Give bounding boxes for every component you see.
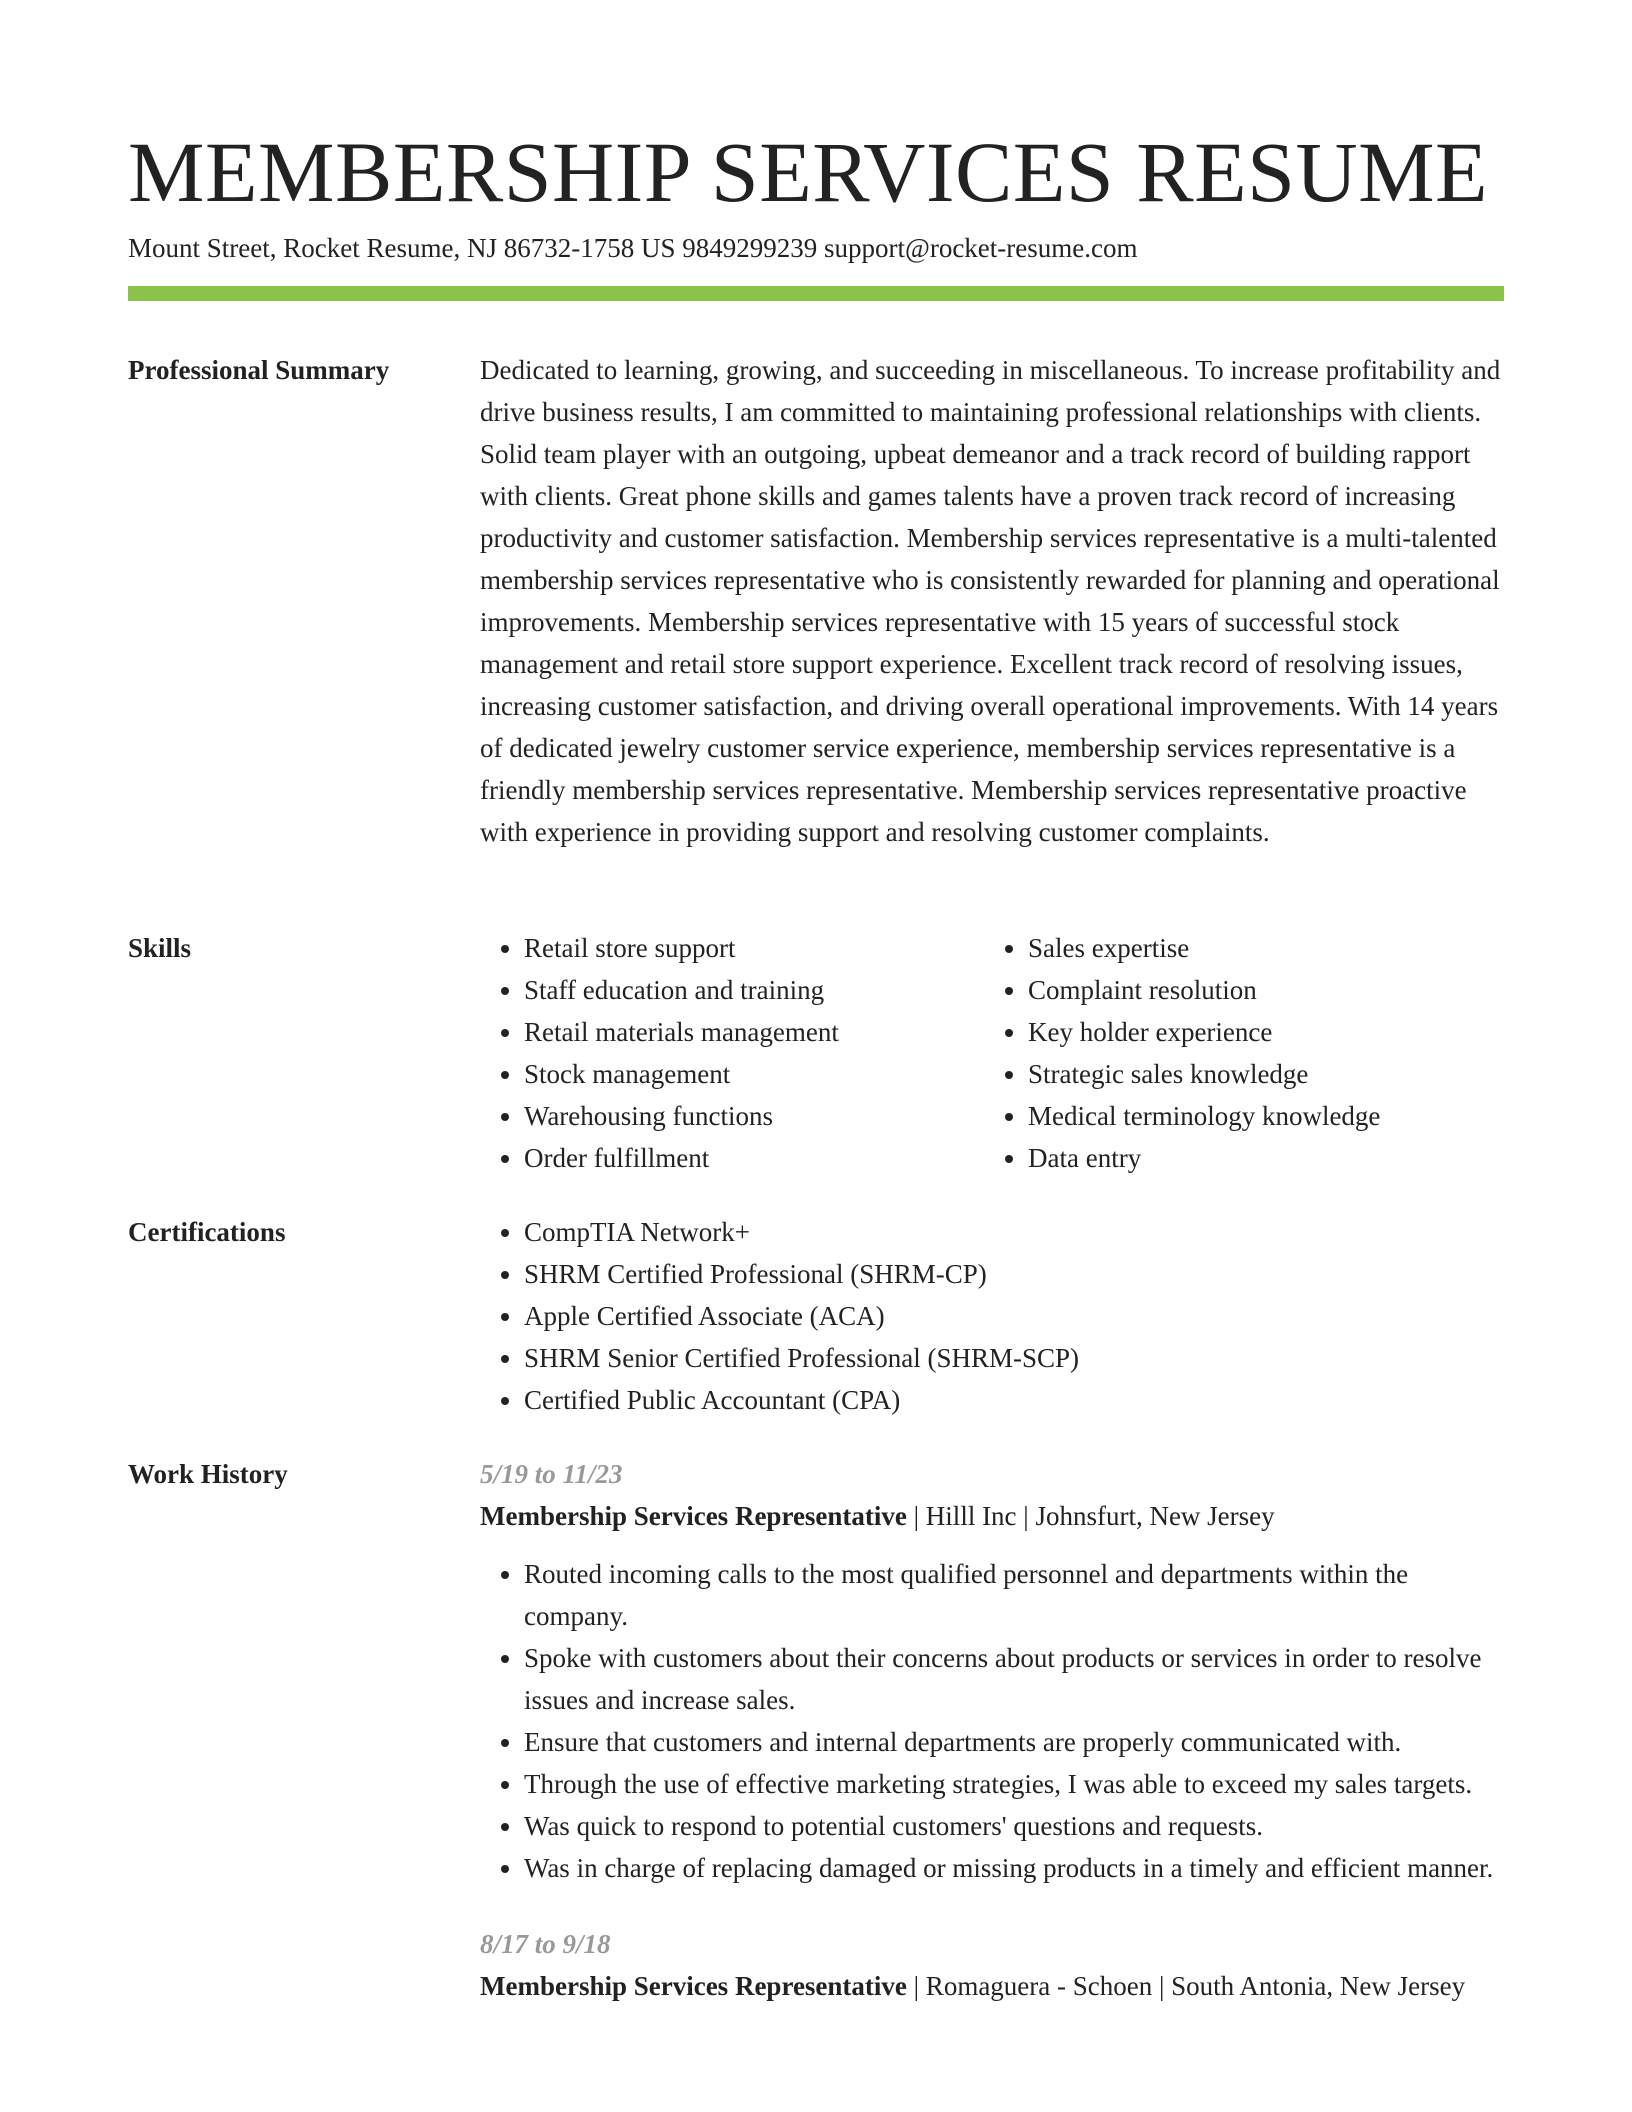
job-details: | Romaguera - Schoen | South Antonia, New Jersey	[906, 1971, 1466, 2001]
skill-item: • Sales expertise	[1028, 927, 1488, 969]
job-duty: • Ensure that customers and internal departments are properly communicated with.	[524, 1721, 1504, 1763]
certifications-body	[480, 1211, 1504, 1421]
job-duty: • Was quick to respond to potential customers' questions and requests.	[524, 1805, 1504, 1847]
job-title: Membership Services Representative	[480, 1501, 907, 1531]
certifications-list	[480, 1211, 1504, 1421]
job-title: Membership Services Representative	[480, 1971, 907, 2001]
resume-title: MEMBERSHIP SERVICES RESUME	[128, 124, 1489, 220]
skills-body	[480, 927, 1504, 1179]
skills-column-left	[480, 927, 984, 1179]
work-history-body	[480, 1453, 1504, 2023]
job-duty: • Routed incoming calls to the most qualified personnel and departments within the company.	[524, 1553, 1504, 1637]
job-duty: • Spoke with customers about their concerns about products or services in order to resolve issues and increase sales.	[524, 1637, 1504, 1721]
work-history-heading: Work History	[128, 1459, 288, 1489]
summary-heading: Professional Summary	[128, 355, 390, 385]
skill-item: • Warehousing functions	[524, 1095, 984, 1137]
skills-list-right	[984, 927, 1488, 1179]
job-dates: 8/17 to 9/18	[480, 1929, 611, 1959]
skill-item: • Medical terminology knowledge	[1028, 1095, 1488, 1137]
certification-item: • Apple Certified Associate (ACA)	[524, 1295, 1504, 1337]
job-entry	[480, 1453, 1504, 1889]
skill-item: • Retail materials management	[524, 1011, 984, 1053]
summary-text: Dedicated to learning, growing, and succeeding in miscellaneous. To increase profitability and drive business results, I am committed to maintaining professional relationships with clients. Solid team player with an outgoing, upbeat demeanor and a track record of building rapport with clients. Great phone skills and games talents have a proven track record of increasing productivity and customer satisfaction. Membership services representative is a multi-talented membership services representative who is consistently rewarded for planning and operational improvements. Membership services representative with 15 years of successful stock management and retail store support experience. Excellent track record of resolving issues, increasing customer satisfaction, and driving overall operational improvements. With 14 years of dedicated jewelry customer service experience, membership services representative is a friendly membership services representative. Membership services representative proactive with experience in providing support and resolving customer complaints.	[480, 355, 1501, 847]
skill-item: • Retail store support	[524, 927, 984, 969]
certification-item: • Certified Public Accountant (CPA)	[524, 1379, 1504, 1421]
certification-item: • SHRM Senior Certified Professional (SHRM-SCP)	[524, 1337, 1504, 1379]
job-heading	[480, 1965, 1504, 2007]
skill-item: • Staff education and training	[524, 969, 984, 1011]
certification-item: • CompTIA Network+	[524, 1211, 1504, 1253]
skill-item: • Order fulfillment	[524, 1137, 984, 1179]
contact-line: Mount Street, Rocket Resume, NJ 86732-1758 US 9849299239 support@rocket-resume.com	[128, 233, 1138, 263]
job-heading	[480, 1495, 1504, 1537]
job-duty: • Through the use of effective marketing strategies, I was able to exceed my sales targets.	[524, 1763, 1504, 1805]
skills-list-left	[480, 927, 984, 1179]
summary-body	[480, 349, 1504, 853]
job-entry	[480, 1923, 1504, 2007]
skills-columns	[480, 927, 1504, 1179]
skills-column-right	[984, 927, 1488, 1179]
header-divider	[128, 286, 1504, 301]
job-duties-list	[480, 1553, 1504, 1889]
job-details: | Hilll Inc | Johnsfurt, New Jersey	[906, 1501, 1275, 1531]
certification-item: • SHRM Certified Professional (SHRM-CP)	[524, 1253, 1504, 1295]
skill-item: • Strategic sales knowledge	[1028, 1053, 1488, 1095]
skill-item: • Data entry	[1028, 1137, 1488, 1179]
job-dates: 5/19 to 11/23	[480, 1459, 623, 1489]
skill-item: • Key holder experience	[1028, 1011, 1488, 1053]
job-duty: • Was in charge of replacing damaged or missing products in a timely and efficient manner.	[524, 1847, 1504, 1889]
skill-item: • Stock management	[524, 1053, 984, 1095]
certifications-heading: Certifications	[128, 1217, 286, 1247]
skills-heading: Skills	[128, 933, 192, 963]
skill-item: • Complaint resolution	[1028, 969, 1488, 1011]
